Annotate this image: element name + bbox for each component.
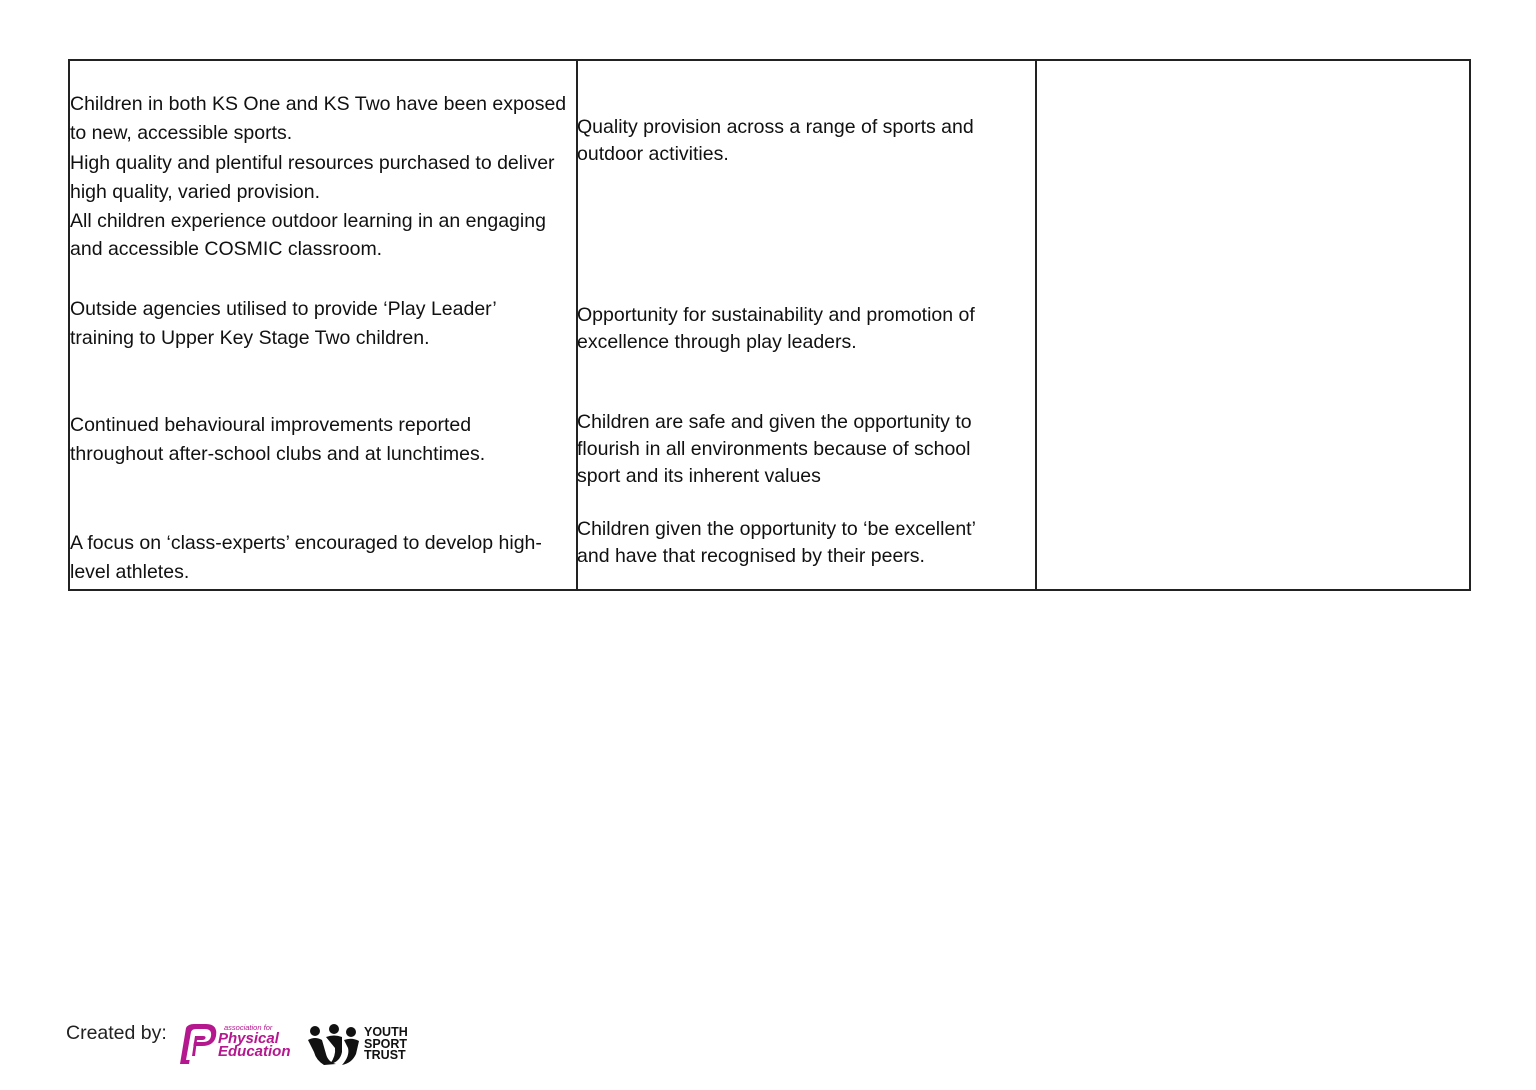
impact-text-7: Outside agencies utilised to provide ‘Play Leader’ [70, 298, 497, 320]
created-by-label: Created by: [66, 1022, 167, 1044]
sustainability-text-1: Quality provision across a range of sports and [577, 116, 974, 138]
impact-text-5: All children experience outdoor learning in an engaging [70, 210, 546, 232]
yst-line-3: TRUST [364, 1048, 406, 1062]
sustainability-text-2: outdoor activities. [577, 143, 729, 165]
afpe-logo-small: association for [224, 1023, 273, 1032]
impact-text-1: Children in both KS One and KS Two have been exposed [70, 93, 567, 115]
impact-text-8: training to Upper Key Stage Two children. [70, 327, 430, 349]
youth-sport-trust-figures-icon [306, 1024, 362, 1066]
sustainability-text-9: and have that recognised by their peers. [577, 545, 925, 567]
impact-text-3: High quality and plentiful resources purchased to deliver [70, 152, 555, 174]
sustainability-text-8: Children given the opportunity to ‘be excellent’ [577, 518, 976, 540]
impact-text-10: throughout after-school clubs and at lunchtimes. [70, 443, 486, 465]
afpe-logo-text [218, 1024, 291, 1058]
impact-text-9: Continued behavioural improvements reported [70, 414, 472, 436]
youth-sport-trust-logo-text [364, 1027, 408, 1062]
afpe-logo-line1: Physical [218, 1030, 279, 1047]
impact-text-4: high quality, varied provision. [70, 181, 321, 203]
impact-text-6: and accessible COSMIC classroom. [70, 238, 383, 260]
yst-line-2: SPORT [364, 1036, 408, 1051]
sustainability-text-7: sport and its inherent values [577, 465, 821, 487]
yst-line-1: YOUTH [364, 1025, 408, 1039]
impact-text-11: A focus on ‘class-experts’ encouraged to develop high- [70, 532, 542, 554]
sustainability-text-5: Children are safe and given the opportunity to [577, 411, 972, 433]
sustainability-text-6: flourish in all environments because of school [577, 438, 971, 460]
sustainability-text-4: excellence through play leaders. [577, 331, 857, 353]
impact-text-2: to new, accessible sports. [70, 122, 293, 144]
impact-text-12: level athletes. [70, 561, 190, 583]
afpe-logo-line2: Education [218, 1043, 291, 1060]
sustainability-text-3: Opportunity for sustainability and promotion of [577, 304, 975, 326]
column-divider-2 [1035, 61, 1037, 589]
